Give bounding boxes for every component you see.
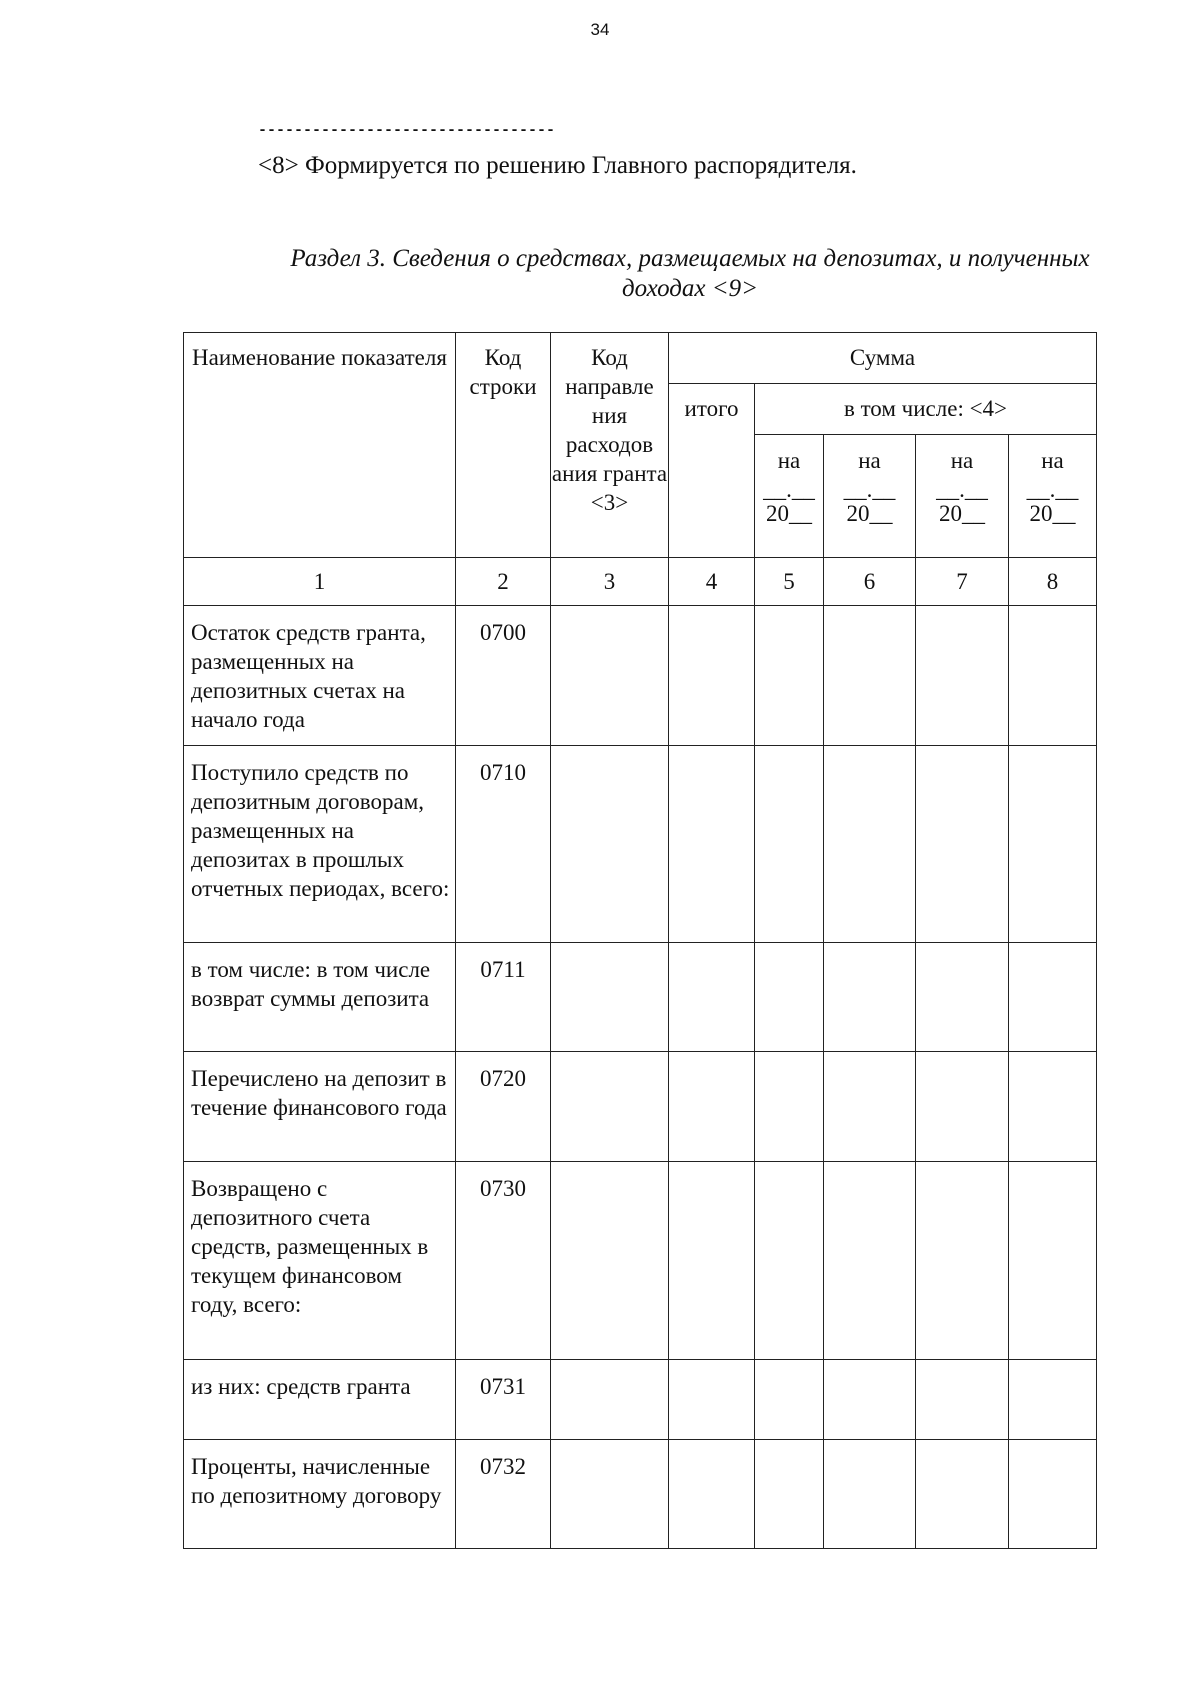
section-title-line2: доходах <9> <box>621 275 759 302</box>
cell-empty <box>755 1052 824 1162</box>
cell-empty <box>916 746 1009 943</box>
row-name: в том числе: в том числе возврат суммы депозита <box>184 943 456 1052</box>
header-date-col-7 <box>916 435 1009 558</box>
cell-empty <box>669 1440 755 1549</box>
column-number: 1 <box>184 558 456 606</box>
header-sum: Сумма <box>669 333 1097 384</box>
header-on-6: на <box>858 448 881 473</box>
cell-empty <box>551 1440 669 1549</box>
cell-empty <box>551 1162 669 1360</box>
header-date-blank-8: __.__ <box>1026 477 1079 502</box>
column-number-row <box>184 558 1097 606</box>
row-code: 0732 <box>456 1440 551 1549</box>
header-name: Наименование показателя <box>184 333 456 558</box>
column-number: 2 <box>456 558 551 606</box>
cell-empty <box>755 1360 824 1440</box>
header-on-7: на <box>950 448 974 473</box>
cell-empty <box>669 746 755 943</box>
header-year-blank-7: 20__ <box>939 501 985 526</box>
cell-empty <box>916 1360 1009 1440</box>
cell-empty <box>824 1052 916 1162</box>
cell-empty <box>824 943 916 1052</box>
cell-empty <box>916 1052 1009 1162</box>
cell-empty <box>824 1440 916 1549</box>
cell-empty <box>916 606 1009 746</box>
header-date-col-6 <box>824 435 916 558</box>
cell-empty <box>551 1360 669 1440</box>
cell-empty <box>1009 606 1097 746</box>
column-number: 8 <box>1009 558 1097 606</box>
cell-empty <box>824 606 916 746</box>
header-date-col-8 <box>1009 435 1097 558</box>
footnote-text: <8> Формируется по решению Главного распорядителя. <box>258 152 857 179</box>
header-on-5: на <box>777 448 801 473</box>
header-year-blank-5: 20__ <box>766 501 812 526</box>
cell-empty <box>669 1052 755 1162</box>
cell-empty <box>916 1162 1009 1360</box>
cell-empty <box>916 943 1009 1052</box>
row-code: 0720 <box>456 1052 551 1162</box>
header-total: итого <box>669 384 755 558</box>
header-code-line: Код строки <box>456 333 551 558</box>
cell-empty <box>551 746 669 943</box>
row-code: 0730 <box>456 1162 551 1360</box>
cell-empty <box>1009 1052 1097 1162</box>
header-year-blank-8: 20__ <box>1029 501 1076 526</box>
row-name: Поступило средств по депозитным договорам, размещенных на депозитах в прошлых отчетных периодах, всего: <box>184 746 456 943</box>
table-row <box>184 943 1097 1052</box>
cell-empty <box>1009 1440 1097 1549</box>
table-row <box>184 1360 1097 1440</box>
report-table <box>183 332 1097 1549</box>
header-on-8: на <box>1041 448 1064 473</box>
cell-empty <box>669 1162 755 1360</box>
row-code: 0731 <box>456 1360 551 1440</box>
header-date-blank-5: __.__ <box>763 477 815 502</box>
footnote-separator: --------------------------------- <box>258 122 556 139</box>
row-name: Остаток средств гранта, размещенных на депозитных счетах на начало года <box>184 606 456 746</box>
cell-empty <box>824 746 916 943</box>
header-including: в том числе: <4> <box>755 384 1097 435</box>
table-row <box>184 606 1097 746</box>
row-name: Возвращено с депозитного счета средств, размещенных в текущем финансовом году, всего: <box>184 1162 456 1360</box>
cell-empty <box>824 1162 916 1360</box>
header-date-blank-6: __.__ <box>843 477 896 502</box>
cell-empty <box>755 1440 824 1549</box>
cell-empty <box>1009 1360 1097 1440</box>
section-title-line1: Раздел 3. Сведения о средствах, размещаемых на депозитах, и полученных <box>290 245 1090 272</box>
row-code: 0710 <box>456 746 551 943</box>
cell-empty <box>755 943 824 1052</box>
row-name: Перечислено на депозит в течение финансового года <box>184 1052 456 1162</box>
header-year-blank-6: 20__ <box>846 501 893 526</box>
cell-empty <box>669 943 755 1052</box>
cell-empty <box>755 746 824 943</box>
header-date-col-5 <box>755 435 824 558</box>
cell-empty <box>755 1162 824 1360</box>
cell-empty <box>1009 1162 1097 1360</box>
cell-empty <box>669 1360 755 1440</box>
page-number: 34 <box>590 20 610 39</box>
table-row <box>184 1162 1097 1360</box>
cell-empty <box>1009 746 1097 943</box>
cell-empty <box>1009 943 1097 1052</box>
cell-empty <box>916 1440 1009 1549</box>
cell-empty <box>755 606 824 746</box>
cell-empty <box>551 1052 669 1162</box>
column-number: 4 <box>669 558 755 606</box>
header-code-direction: Код направле ния расходов ания гранта <3> <box>551 333 669 558</box>
table-row <box>184 746 1097 943</box>
column-number: 5 <box>755 558 824 606</box>
row-code: 0700 <box>456 606 551 746</box>
cell-empty <box>669 606 755 746</box>
cell-empty <box>551 606 669 746</box>
column-number: 6 <box>824 558 916 606</box>
column-number: 3 <box>551 558 669 606</box>
row-code: 0711 <box>456 943 551 1052</box>
column-number: 7 <box>916 558 1009 606</box>
cell-empty <box>824 1360 916 1440</box>
row-name: Проценты, начисленные по депозитному договору <box>184 1440 456 1549</box>
row-name: из них: средств гранта <box>184 1360 456 1440</box>
cell-empty <box>551 943 669 1052</box>
header-date-blank-7: __.__ <box>936 477 988 502</box>
table-row <box>184 1052 1097 1162</box>
section-title <box>250 244 1130 304</box>
table-row <box>184 1440 1097 1549</box>
